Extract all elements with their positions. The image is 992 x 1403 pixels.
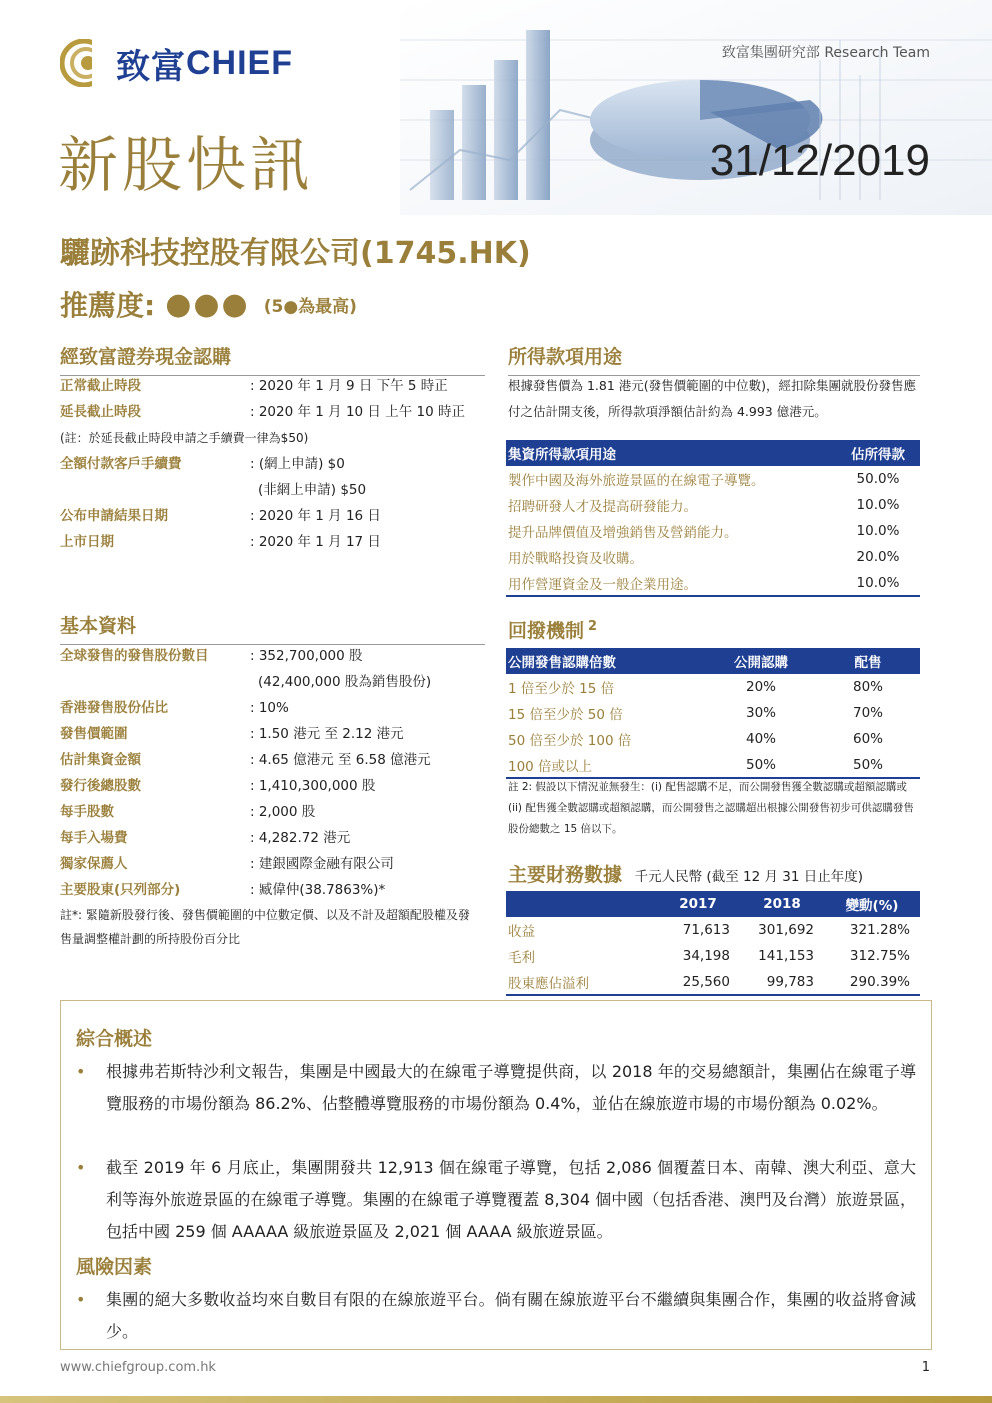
financials-item: 股東應佔溢利: [506, 969, 656, 995]
basic-row-label: 每手入場費: [60, 830, 128, 846]
table-row: [506, 544, 920, 570]
extended-close-label: 延長截止時段: [60, 404, 141, 420]
handling-fee-label: 全額付款客戶手續費: [60, 456, 182, 472]
table-row: [506, 969, 920, 995]
proceeds-table: [506, 440, 920, 597]
financials-header-2017: 2017: [656, 891, 740, 917]
rating-dots: ●●●: [165, 286, 250, 322]
financials-item: 收益: [508, 924, 535, 940]
basic-row-value: : 10%: [250, 700, 289, 716]
basic-row-value: : 建銀國際金融有限公司: [250, 856, 394, 872]
clawback-multiple: 50 倍至少於 100 倍: [508, 733, 632, 749]
proceeds-header-use: 集資所得款項用途: [506, 440, 836, 466]
financials-2017: 34,198: [682, 948, 730, 964]
proceeds-description: 根據發售價為 1.81 港元(發售價範圍的中位數)，經扣除集團就股份發售應付之估計開支後，所得款項淨額估計約為 4.993 億港元。: [508, 378, 917, 419]
financials-2018: 141,153: [758, 948, 814, 964]
proceeds-use: 用作營運資金及一般企業用途。: [506, 570, 836, 596]
proceeds-percent: 10.0%: [836, 570, 920, 596]
clawback-placing: 70%: [852, 705, 883, 721]
rating-note: (5●為最高): [263, 296, 357, 317]
basic-row-label: 獨家保薦人: [60, 856, 128, 872]
clawback-section-title: [508, 616, 920, 649]
basic-row-value: : 1.50 港元 至 2.12 港元: [250, 726, 404, 742]
table-row: [506, 466, 920, 492]
basic-row-label: 發售價範圍: [60, 726, 128, 742]
risk-bullet-text: 集團的絕大多數收益均來自數目有限的在線旅遊平台。倘有關在線旅遊平台不繼續與集團合作，集團的收益將會減少。: [106, 1290, 916, 1341]
financials-item: 毛利: [508, 950, 535, 966]
basic-info-details: [60, 643, 485, 903]
report-date: 31/12/2019: [709, 136, 930, 185]
proceeds-percent: 20.0%: [856, 549, 900, 565]
risk-bullet: [76, 1284, 916, 1348]
clawback-placing: 50%: [816, 752, 920, 778]
basic-row-label: 香港發售股份佔比: [60, 700, 168, 716]
clawback-footnote: 註 2: 假設以下情況並無發生：(i) 配售認購不足，而公開發售獲全數認購或超額認購或(ii) 配售獲全數認購或超額認購，而公開發售之認購超出根據公開發售初步可供認購發售股份總數之 15 倍以下。: [508, 781, 914, 835]
financials-2018: 301,692: [758, 922, 814, 938]
rating-label: 推薦度:: [60, 289, 156, 322]
table-row: [506, 674, 920, 700]
financials-table: [506, 891, 920, 996]
basic-row-value: : 4,282.72 港元: [250, 830, 351, 846]
financials-header-change: 變動(%): [824, 891, 920, 917]
table-row: [506, 726, 920, 752]
clawback-header-multiple: 公開發售認購倍數: [506, 648, 706, 674]
clawback-public: 20%: [745, 679, 776, 695]
summary-bullet-text: 根據弗若斯特沙利文報告，集團是中國最大的在線電子導覽提供商，以 2018 年的交易總額計，集團佔在線電子導覽服務的市場份額為 86.2%、佔整體導覽服務的市場份額為 0.4%，並佔在線旅遊市場的市場份額為 0.02%。: [106, 1062, 916, 1113]
basic-row-value: : 臧偉仲(38.7863%)*: [250, 882, 386, 898]
basic-row-value: : 1,410,300,000 股: [250, 778, 376, 794]
summary-bullet: [76, 1056, 916, 1120]
basic-info-footnote: 註*: 緊隨新股發行後、發售價範圍的中位數定價、以及不計及超額配股權及發售量調整權計劃的所持股份百分比: [60, 908, 470, 946]
basic-row-label: 主要股東(只列部分): [60, 882, 181, 898]
listing-date-value: : 2020 年 1 月 17 日: [250, 534, 381, 550]
footer-bar: [0, 1396, 992, 1403]
financials-2017: 71,613: [682, 922, 730, 938]
basic-row-value: (42,400,000 股為銷售股份): [258, 674, 432, 690]
logo-english-text: CHIEF: [186, 43, 293, 82]
clawback-public: 50%: [706, 752, 816, 778]
financials-change: 290.39%: [824, 969, 920, 995]
footer-website-link[interactable]: www.chiefgroup.com.hk: [60, 1360, 216, 1375]
table-row: [506, 752, 920, 778]
basic-row-value: : 352,700,000 股: [250, 648, 363, 664]
clawback-public: 40%: [745, 731, 776, 747]
clawback-placing: 60%: [852, 731, 883, 747]
table-row: [506, 518, 920, 544]
financials-change: 312.75%: [849, 948, 910, 964]
bullet-icon: •: [76, 1290, 86, 1309]
clawback-placing: 80%: [852, 679, 883, 695]
company-name: 驪跡科技控股有限公司(1745.HK): [60, 236, 531, 271]
extended-fee-note: (註：於延長截止時段申請之手續費一律為$50): [60, 431, 309, 445]
summary-bullet: [76, 1152, 916, 1248]
financials-header-2018: 2018: [740, 891, 824, 917]
normal-close-label: 正常截止時段: [60, 378, 141, 394]
risk-title: 風險因素: [76, 1256, 153, 1278]
subscription-section-title: 經致富證券現金認購: [60, 342, 485, 376]
summary-title: 綜合概述: [76, 1028, 153, 1050]
summary-bullet-text: 截至 2019 年 6 月底止，集團開發共 12,913 個在線電子導覽，包括 2,086 個覆蓋日本、南韓、澳大利亞、意大利等海外旅遊景區的在線電子導覽。集團的在線電子導覽覆蓋 8,304 個中國（包括香港、澳門及台灣）旅遊景區，包括中國 259 個 AAAAA 級旅遊景區及 2,021 個 AAAA 級旅遊景區。: [106, 1158, 916, 1241]
basic-row-value: : 4.65 億港元 至 6.58 億港元: [250, 752, 431, 768]
page-number: 1: [921, 1360, 930, 1375]
clawback-title-text: 回撥機制: [508, 620, 585, 642]
basic-row-label: 全球發售的發售股份數目: [60, 648, 209, 664]
clawback-public: 30%: [745, 705, 776, 721]
bullet-icon: •: [76, 1158, 86, 1177]
listing-date-label: 上市日期: [60, 534, 114, 550]
financials-2018: 99,783: [740, 969, 824, 995]
table-row: [506, 492, 920, 518]
table-row: [506, 570, 920, 596]
basic-info-section-title: 基本資料: [60, 611, 485, 645]
handling-fee-online: : (網上申請) $0: [250, 456, 345, 472]
proceeds-use: 提升品牌價值及增強銷售及營銷能力。: [508, 525, 738, 541]
logo: [60, 38, 293, 88]
normal-close-value: : 2020 年 1 月 9 日 下午 5 時正: [250, 378, 448, 394]
basic-row-label: 估計集資金額: [60, 752, 141, 768]
report-type-title: 新股快訊: [58, 131, 314, 201]
handling-fee-offline: (非網上申請) $50: [258, 482, 367, 498]
clawback-multiple: 1 倍至少於 15 倍: [508, 681, 615, 697]
basic-row-label: 每手股數: [60, 804, 114, 820]
financials-section-title: [508, 860, 920, 893]
clawback-multiple: 15 倍至少於 50 倍: [508, 707, 623, 723]
basic-row-value: : 2,000 股: [250, 804, 316, 820]
basic-row-label: [60, 669, 250, 695]
financials-header-item: [506, 891, 656, 917]
clawback-multiple: 100 倍或以上: [506, 752, 706, 778]
research-team-label: 致富集團研究部 Research Team: [721, 45, 930, 61]
proceeds-header-percent: 佔所得款: [836, 440, 920, 466]
clawback-footnote-ref: 2: [588, 618, 598, 634]
logo-chinese-text: 致富: [116, 46, 186, 87]
financials-title-text: 主要財務數據: [508, 864, 623, 886]
proceeds-use: 用於戰略投資及收購。: [508, 551, 643, 567]
table-row: [506, 943, 920, 969]
clawback-header-public: 公開認購: [706, 648, 816, 674]
subscription-details: [60, 373, 485, 555]
proceeds-percent: 50.0%: [856, 471, 900, 487]
extended-close-value: : 2020 年 1 月 10 日 上午 10 時正: [250, 404, 465, 420]
recommendation-rating: [60, 284, 357, 324]
financials-2017: 25,560: [656, 969, 740, 995]
proceeds-percent: 10.0%: [856, 497, 900, 513]
clawback-table: [506, 648, 920, 779]
proceeds-use: 招聘研發人才及提高研發能力。: [508, 499, 697, 515]
clawback-header-placing: 配售: [816, 648, 920, 674]
result-date-value: : 2020 年 1 月 16 日: [250, 508, 381, 524]
proceeds-section-title: 所得款項用途: [508, 342, 920, 376]
proceeds-use: 製作中國及海外旅遊景區的在線電子導覽。: [508, 473, 765, 489]
financials-unit: 千元人民幣 (截至 12 月 31 日止年度): [634, 869, 863, 885]
financials-change: 321.28%: [849, 922, 910, 938]
table-row: [506, 917, 920, 943]
proceeds-percent: 10.0%: [856, 523, 900, 539]
chief-logo-icon: [60, 39, 108, 87]
table-row: [506, 700, 920, 726]
bullet-icon: •: [76, 1062, 86, 1081]
result-date-label: 公布申請結果日期: [60, 508, 168, 524]
basic-row-label: 發行後總股數: [60, 778, 141, 794]
